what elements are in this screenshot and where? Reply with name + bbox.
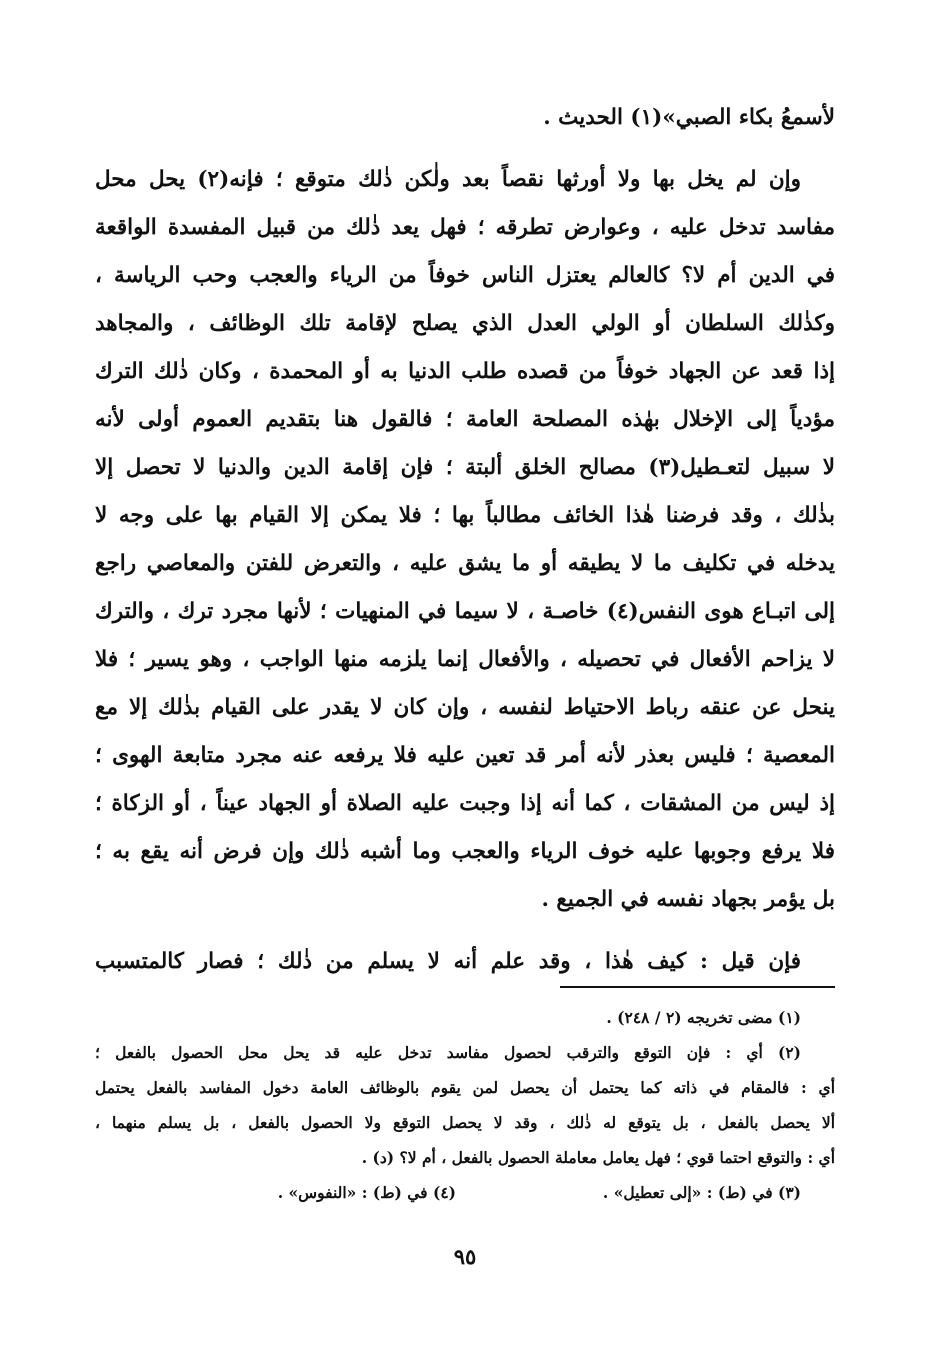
text-line: المعصية ؛ فليس بعذر لأنه أمر قد تعين عليه فلا يرفعه عنه مجرد متابعة الهوى ؛	[95, 743, 835, 768]
footnote-2-line: (٢) أي : فإن التوقع والترقب لحصول مفاسد تدخل عليه قد يحل محل الحصول بالفعل ؛	[95, 1043, 801, 1062]
text-line: وإن لم يخل بها ولا أورثها نقصاً بعد ولٰكن ذٰلك متوقع ؛ فإنه(٢) يحل محل	[95, 167, 801, 192]
text-line: إلى اتبـاع هوى النفس(٤) خاصـة ، لا سيما في المنهيات ؛ لأنها مجرد ترك ، والترك	[95, 599, 835, 624]
page-number: ٩٥	[453, 1244, 477, 1269]
footnote-2-line: أي : فالمقام في ذاته كما يحتمل أن يحصل لمن يقوم بالوظائف العامة دخول المفاسد بالفعل يحتمل	[95, 1078, 835, 1097]
footnote-2-line: أي : والتوقع احتما قوي ؛ فهل يعامل معاملة الحصول بالفعل ، أم لا؟ (د) .	[361, 1148, 835, 1167]
footnote-separator	[560, 986, 835, 988]
text-line: لأسمعُ بكاء الصبي»(١) الحديث .	[543, 105, 835, 130]
footnote-3: (٣) في (ط) : «إلى تعطيل» .	[602, 1183, 801, 1202]
text-line: لا سبيل لتعـطيل(٣) مصالح الخلق ألبتة ؛ فإن إقامة الدين والدنيا لا تحصل إلا	[95, 455, 836, 480]
text-line: إذا قعد عن الجهاد خوفاً من قصده طلب الدنيا به أو المحمدة ، وكان ذٰلك الترك	[95, 359, 835, 384]
footnote-2-line: ألا يحصل بالفعل ، بل يتوقع له ذٰلك ، وقد لا يحصل التوقع ولا الحصول بالفعل ، بل يسلم منهما ،	[95, 1113, 835, 1132]
footnote-row-3-4	[95, 1175, 835, 1210]
text-line: مفاسد تدخل عليه ، وعوارض تطرقه ؛ فهل يعد ذٰلك من قبيل المفسدة الواقعة	[95, 215, 835, 240]
text-line: يدخله في تكليف ما لا يطيقه أو ما يشق عليه ، والتعرض للفتن والمعاصي راجع	[95, 551, 835, 576]
footnote-1: (١) مضى تخريجه (٢ / ٢٤٨) .	[606, 1008, 801, 1027]
text-line: لا يزاحم الأفعال في تحصيله ، والأفعال إنما يلزمه منها الواجب ، وهو يسير ؛ فلا	[95, 647, 835, 672]
text-line: بذٰلك ، وقد فرضنا هٰذا الخائف مطالباً بها ؛ فلا يمكن إلا القيام بها على وجه لا	[95, 503, 835, 528]
text-line: إذ ليس من المشقات ، كما أنه إذا وجبت عليه الصلاة أو الجهاد عيناً ، أو الزكاة ؛	[95, 791, 835, 816]
text-line: ينحل عن عنقه رباط الاحتياط لنفسه ، وإن كان لا يقدر على القيام بذٰلك إلا مع	[95, 695, 835, 720]
footnote-4: (٤) في (ط) : «النفوس» .	[277, 1183, 456, 1202]
text-line: فإن قيل : كيف هٰذا ، وقد علم أنه لا يسلم من ذٰلك ؛ فصار كالمتسبب	[95, 949, 801, 974]
text-line: وكذٰلك السلطان أو الولي العدل الذي يصلح لإقامة تلك الوظائف ، والمجاهد	[95, 311, 835, 336]
text-line: بل يؤمر بجهاد نفسه في الجميع .	[541, 887, 835, 912]
main-text	[95, 94, 835, 986]
text-line: فلا يرفع وجوبها عليه خوف الرياء والعجب وما أشبه ذٰلك وإن فرض أنه يقع به ؛	[95, 839, 835, 864]
text-line: في الدين أم لا؟ كالعالم يعتزل الناس خوفاً من الرياء والعجب وحب الرياسة ،	[95, 263, 835, 288]
footnotes	[95, 1000, 835, 1210]
text-line: مؤدياً إلى الإخلال بهٰذه المصلحة العامة ؛ فالقول هنا بتقديم العموم أولى لأنه	[95, 407, 835, 432]
